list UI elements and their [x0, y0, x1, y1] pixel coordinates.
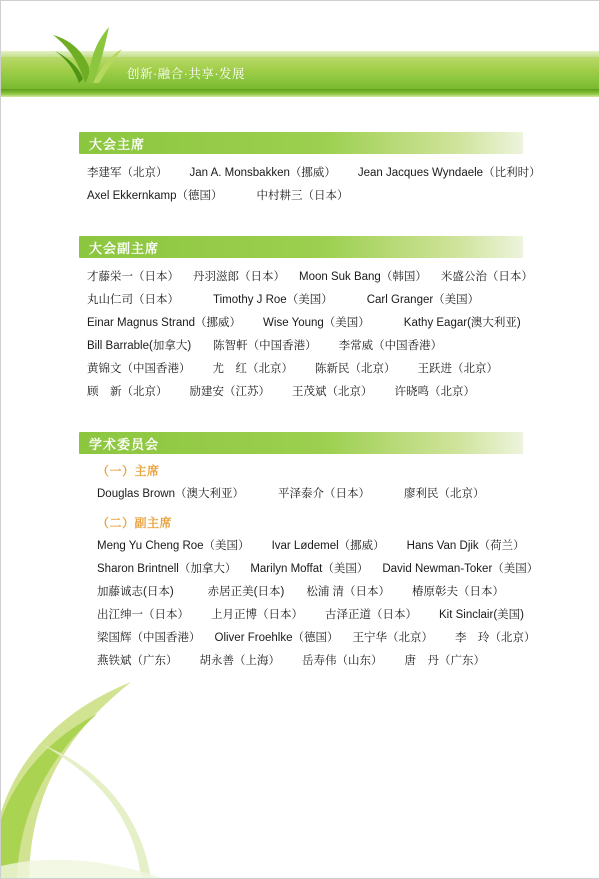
- person-name: Moon Suk Bang（韩国）: [299, 271, 427, 283]
- person-name: Hans Van Djik（荷兰）: [406, 540, 525, 552]
- person-name: Einar Magnus Strand（挪威）: [87, 317, 242, 329]
- leaf-decoration-icon: [1, 648, 600, 878]
- person-name: 尤 红（北京）: [212, 363, 293, 375]
- person-name: 李常威（中国香港）: [338, 340, 443, 352]
- name-row: [79, 312, 523, 335]
- name-row: [79, 535, 523, 558]
- person-name: Jean Jacques Wyndaele（比利时）: [357, 167, 541, 179]
- person-name: 唐 丹（广东）: [404, 655, 485, 667]
- person-name: 椿原彰夫（日本）: [412, 586, 505, 598]
- person-name: 上月正博（日本）: [211, 609, 303, 621]
- name-row: [79, 335, 523, 358]
- person-name: 李 玲（北京）: [454, 632, 536, 644]
- person-name: 岳寿伟（山东）: [302, 655, 383, 667]
- section-title: 大会副主席: [89, 240, 160, 256]
- section-academic-committee: [79, 432, 539, 673]
- person-name: 黄锦文（中国香港）: [87, 363, 191, 375]
- person-name: 陈智軒（中国香港）: [213, 340, 317, 352]
- person-name: Axel Ekkernkamp（德国）: [87, 190, 223, 202]
- name-list: [79, 162, 541, 208]
- subsection-title: （一）主席: [97, 464, 160, 478]
- name-row: [79, 650, 523, 673]
- name-row: [79, 266, 533, 289]
- leaf-logo-icon: [49, 23, 123, 85]
- name-row: [79, 604, 523, 627]
- header-bottom-rule: [1, 89, 600, 97]
- person-name: Kathy Eagar(澳大利亚): [403, 317, 521, 329]
- page-header: [1, 1, 600, 97]
- person-name: 才藤栄一（日本）: [87, 271, 179, 283]
- person-name: 胡永善（上海）: [199, 655, 280, 667]
- person-name: 中村耕三（日本）: [256, 190, 349, 202]
- person-name: Timothy J Roe（美国）: [213, 294, 333, 306]
- person-name: Douglas Brown（澳大利亚）: [97, 488, 244, 500]
- person-name: 燕铁斌（广东）: [97, 655, 178, 667]
- name-list: [79, 266, 533, 404]
- person-name: 李建军（北京）: [87, 167, 168, 179]
- person-name: 丸山仁司（日本）: [87, 294, 179, 306]
- person-name: 王跃进（北京）: [417, 363, 498, 375]
- person-name: Sharon Brintnell（加拿大）: [97, 563, 237, 575]
- name-row: [79, 581, 523, 604]
- header-slogan: 创新·融合·共享·发展: [127, 67, 245, 81]
- section-header-bar: [79, 132, 523, 154]
- person-name: Bill Barrable(加拿大): [87, 340, 192, 352]
- name-row: [79, 358, 523, 381]
- person-name: 梁国辉（中国香港）: [97, 632, 201, 644]
- person-name: 励建安（江苏）: [189, 386, 270, 398]
- name-row: [79, 162, 541, 185]
- person-name: 米盛公治（日本）: [440, 271, 533, 283]
- section-header-bar: [79, 432, 523, 454]
- person-name: 古泽正道（日本）: [325, 609, 417, 621]
- person-name: 廖利民（北京）: [403, 488, 485, 500]
- section-congress-chair: [79, 132, 541, 208]
- person-name: 赤居正美(日本): [207, 586, 285, 598]
- person-name: Carl Granger（美国）: [366, 294, 480, 306]
- person-name: 顾 新（北京）: [87, 386, 168, 398]
- section-congress-vice-chair: [79, 236, 533, 404]
- name-row: [79, 289, 523, 312]
- person-name: Meng Yu Cheng Roe（美国）: [97, 540, 250, 552]
- name-row: [79, 185, 523, 208]
- name-row: [79, 558, 539, 581]
- section-header-bar: [79, 236, 523, 258]
- person-name: 许晓鸣（北京）: [394, 386, 475, 398]
- person-name: David Newman-Toker（美国）: [382, 563, 539, 575]
- person-name: Marilyn Moffat（美国）: [250, 563, 369, 575]
- person-name: Wise Young（美国）: [263, 317, 370, 329]
- person-name: 陈新民（北京）: [315, 363, 396, 375]
- person-name: Jan A. Monsbakken（挪威）: [189, 167, 336, 179]
- name-list: [79, 483, 523, 506]
- person-name: 出江绅一（日本）: [97, 609, 189, 621]
- person-name: 平泽泰介（日本）: [277, 488, 370, 500]
- person-name: 王宁华（北京）: [352, 632, 433, 644]
- person-name: 王茂斌（北京）: [292, 386, 373, 398]
- section-title: 学术委员会: [89, 436, 160, 452]
- person-name: Oliver Froehlke（德国）: [214, 632, 339, 644]
- name-list: [79, 535, 539, 673]
- person-name: 丹羽滋郎（日本）: [193, 271, 285, 283]
- footer-decoration: [1, 648, 600, 878]
- name-row: [79, 627, 536, 650]
- name-row: [79, 483, 523, 506]
- person-name: 加藤诚志(日本): [97, 586, 174, 598]
- section-title: 大会主席: [89, 136, 146, 152]
- person-name: 松浦 清（日本）: [306, 586, 391, 598]
- subsection-title: （二）副主席: [97, 516, 173, 530]
- person-name: Kit Sinclair(美国): [439, 609, 524, 621]
- name-row: [79, 381, 523, 404]
- person-name: Ivar Lødemel（挪威）: [271, 540, 385, 552]
